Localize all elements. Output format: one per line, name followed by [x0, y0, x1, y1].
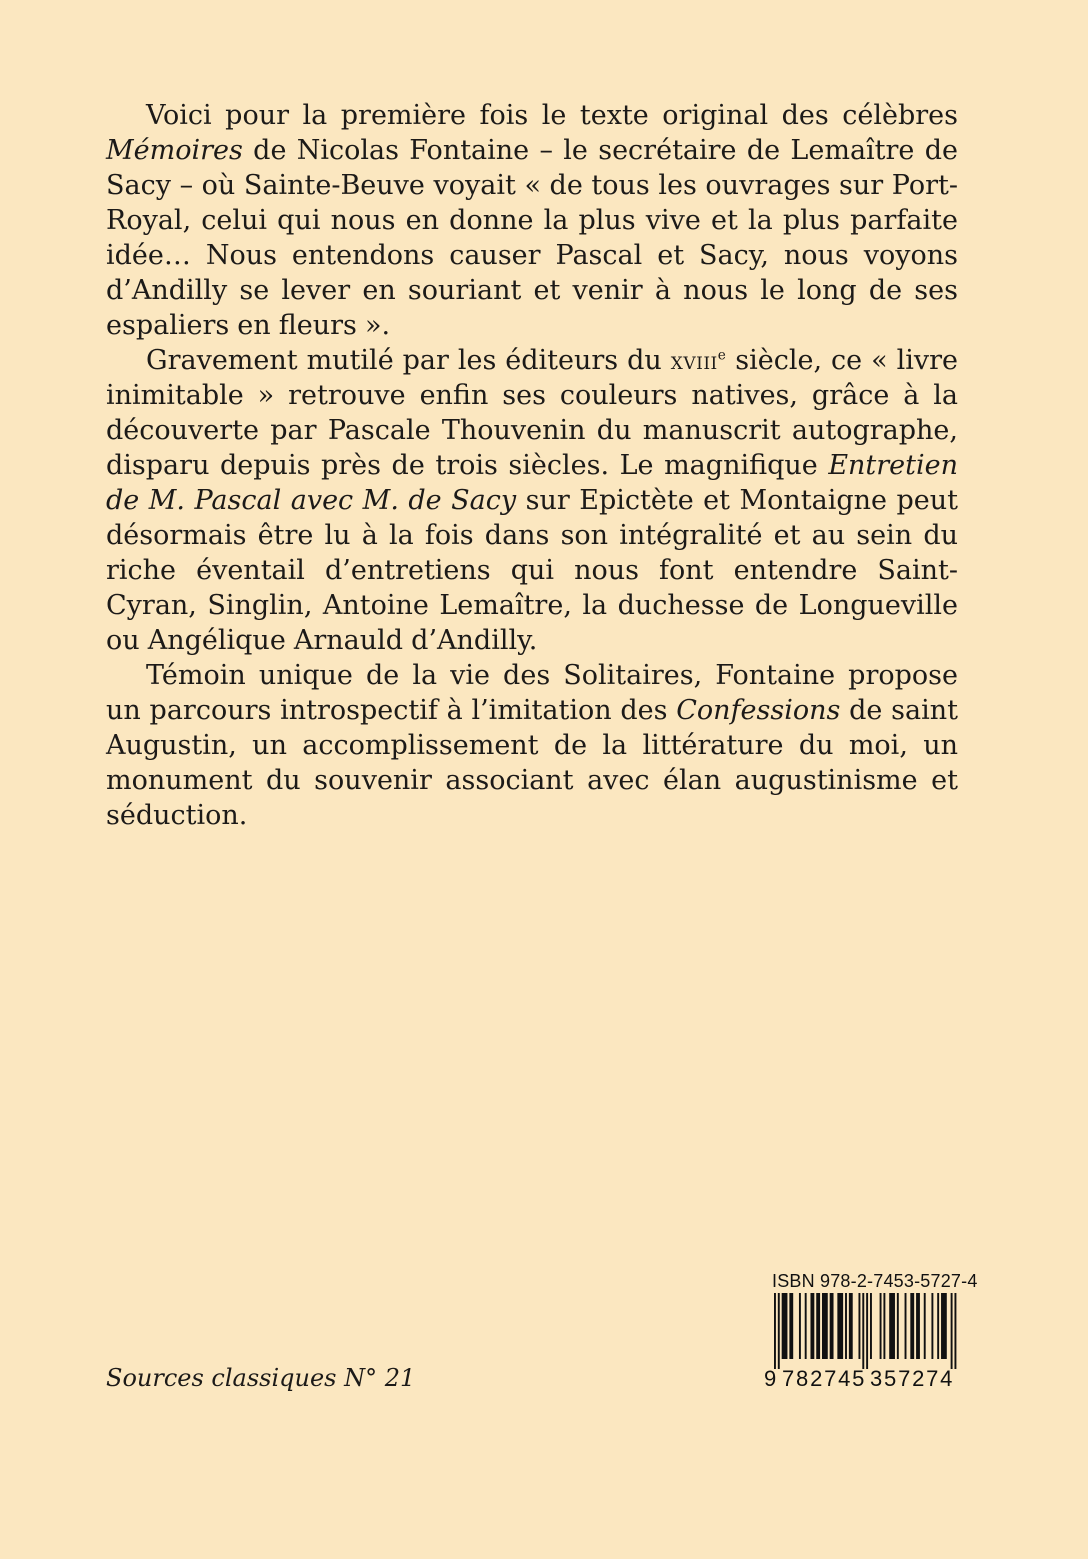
barcode-bar	[880, 1293, 882, 1359]
barcode-bar	[805, 1293, 807, 1359]
barcode-guard-bar	[778, 1293, 780, 1369]
barcode-bar	[916, 1293, 920, 1359]
book-title-memoires: Mémoires	[106, 135, 243, 166]
barcode-bar	[937, 1293, 939, 1359]
isbn-number: ISBN 978-2-7453-5727-4	[772, 1271, 978, 1291]
barcode-bar	[883, 1293, 885, 1359]
barcode-bar	[782, 1293, 788, 1359]
barcode-bar	[822, 1293, 828, 1359]
blurb-paragraph-3	[106, 658, 958, 833]
barcode-bar	[810, 1293, 814, 1359]
barcode-bar	[858, 1293, 860, 1359]
blurb-text: siècle, ce « livre inimitable » retrouve enfin ses couleurs natives, grâce à la découverte par Pascale Thouvenin du manuscrit autographe, disparu depuis près de trois siècles. Le magnifique	[106, 345, 958, 481]
isbn-barcode-block	[764, 1271, 978, 1393]
barcode-bar	[816, 1293, 820, 1359]
barcode-bar	[789, 1293, 793, 1359]
barcode-bar	[799, 1293, 801, 1359]
barcode-bar	[849, 1293, 853, 1359]
ean-first-digit: 9	[764, 1366, 777, 1391]
barcode-guard-bar	[951, 1293, 953, 1369]
barcode-bar	[905, 1293, 907, 1359]
barcode-bar	[845, 1293, 847, 1359]
barcode-guard-bar	[862, 1293, 864, 1369]
barcode-bar	[941, 1293, 947, 1359]
ean-left-group: 782745	[782, 1366, 867, 1391]
barcode-bar	[870, 1293, 872, 1359]
blurb-text: de saint Augustin, un accomplissement de la littérature du moi, un monument du souvenir associant avec élan augustinisme et séduction.	[106, 695, 958, 831]
barcode-bar	[924, 1293, 926, 1359]
barcode-bar	[897, 1293, 899, 1359]
series-label: Sources classiques N° 21	[106, 1364, 416, 1392]
blurb-text: sur Epictète et Montaigne peut désormais être lu à la fois dans son intégralité et au sein du riche éventail d’entretiens qui nous font entendre Saint-Cyran, Singlin, Antoine Lemaître, la duchesse de Longueville ou Angélique Arnauld d’Andilly.	[106, 485, 958, 656]
blurb-paragraph-2	[106, 343, 958, 658]
barcode-bar	[889, 1293, 895, 1359]
century-superscript: e	[717, 347, 727, 364]
work-title-entretien: Entretien de M. Pascal avec M. de Sacy	[106, 450, 958, 516]
barcode-guard-bar	[774, 1293, 776, 1369]
blurb-text: Voici pour la première fois le texte original des célèbres	[146, 100, 958, 131]
blurb-text: de Nicolas Fontaine – le secrétaire de Lemaître de Sacy – où Sainte-Beuve voyait « de tous les ouvrages sur Port-Royal, celui qui nous en donne la plus vive et la plus parfaite idée… Nous entendons causer Pascal et Sacy, nous voyons d’Andilly se lever en souriant et venir à nous le long de ses espaliers en fleurs ».	[106, 135, 958, 341]
barcode-bar	[830, 1293, 834, 1359]
work-title-confessions: Confessions	[676, 695, 841, 726]
blurb-paragraph-1	[106, 98, 958, 343]
blurb-text: Gravement mutilé par les éditeurs du	[146, 345, 671, 376]
barcode-bar	[910, 1293, 914, 1359]
blurb-text: Témoin unique de la vie des Solitaires, Fontaine propose un parcours introspectif à l’imitation des	[106, 660, 958, 726]
barcode-icon	[766, 1293, 958, 1373]
century-roman: xviii	[670, 346, 718, 375]
barcode-guard-bar	[866, 1293, 868, 1369]
ean-right-group: 357274	[870, 1366, 955, 1391]
barcode-bar	[931, 1293, 933, 1359]
barcode-guard-bar	[954, 1293, 956, 1369]
century-numeral	[671, 346, 727, 375]
barcode-bar	[837, 1293, 843, 1359]
back-cover-blurb	[106, 98, 958, 833]
